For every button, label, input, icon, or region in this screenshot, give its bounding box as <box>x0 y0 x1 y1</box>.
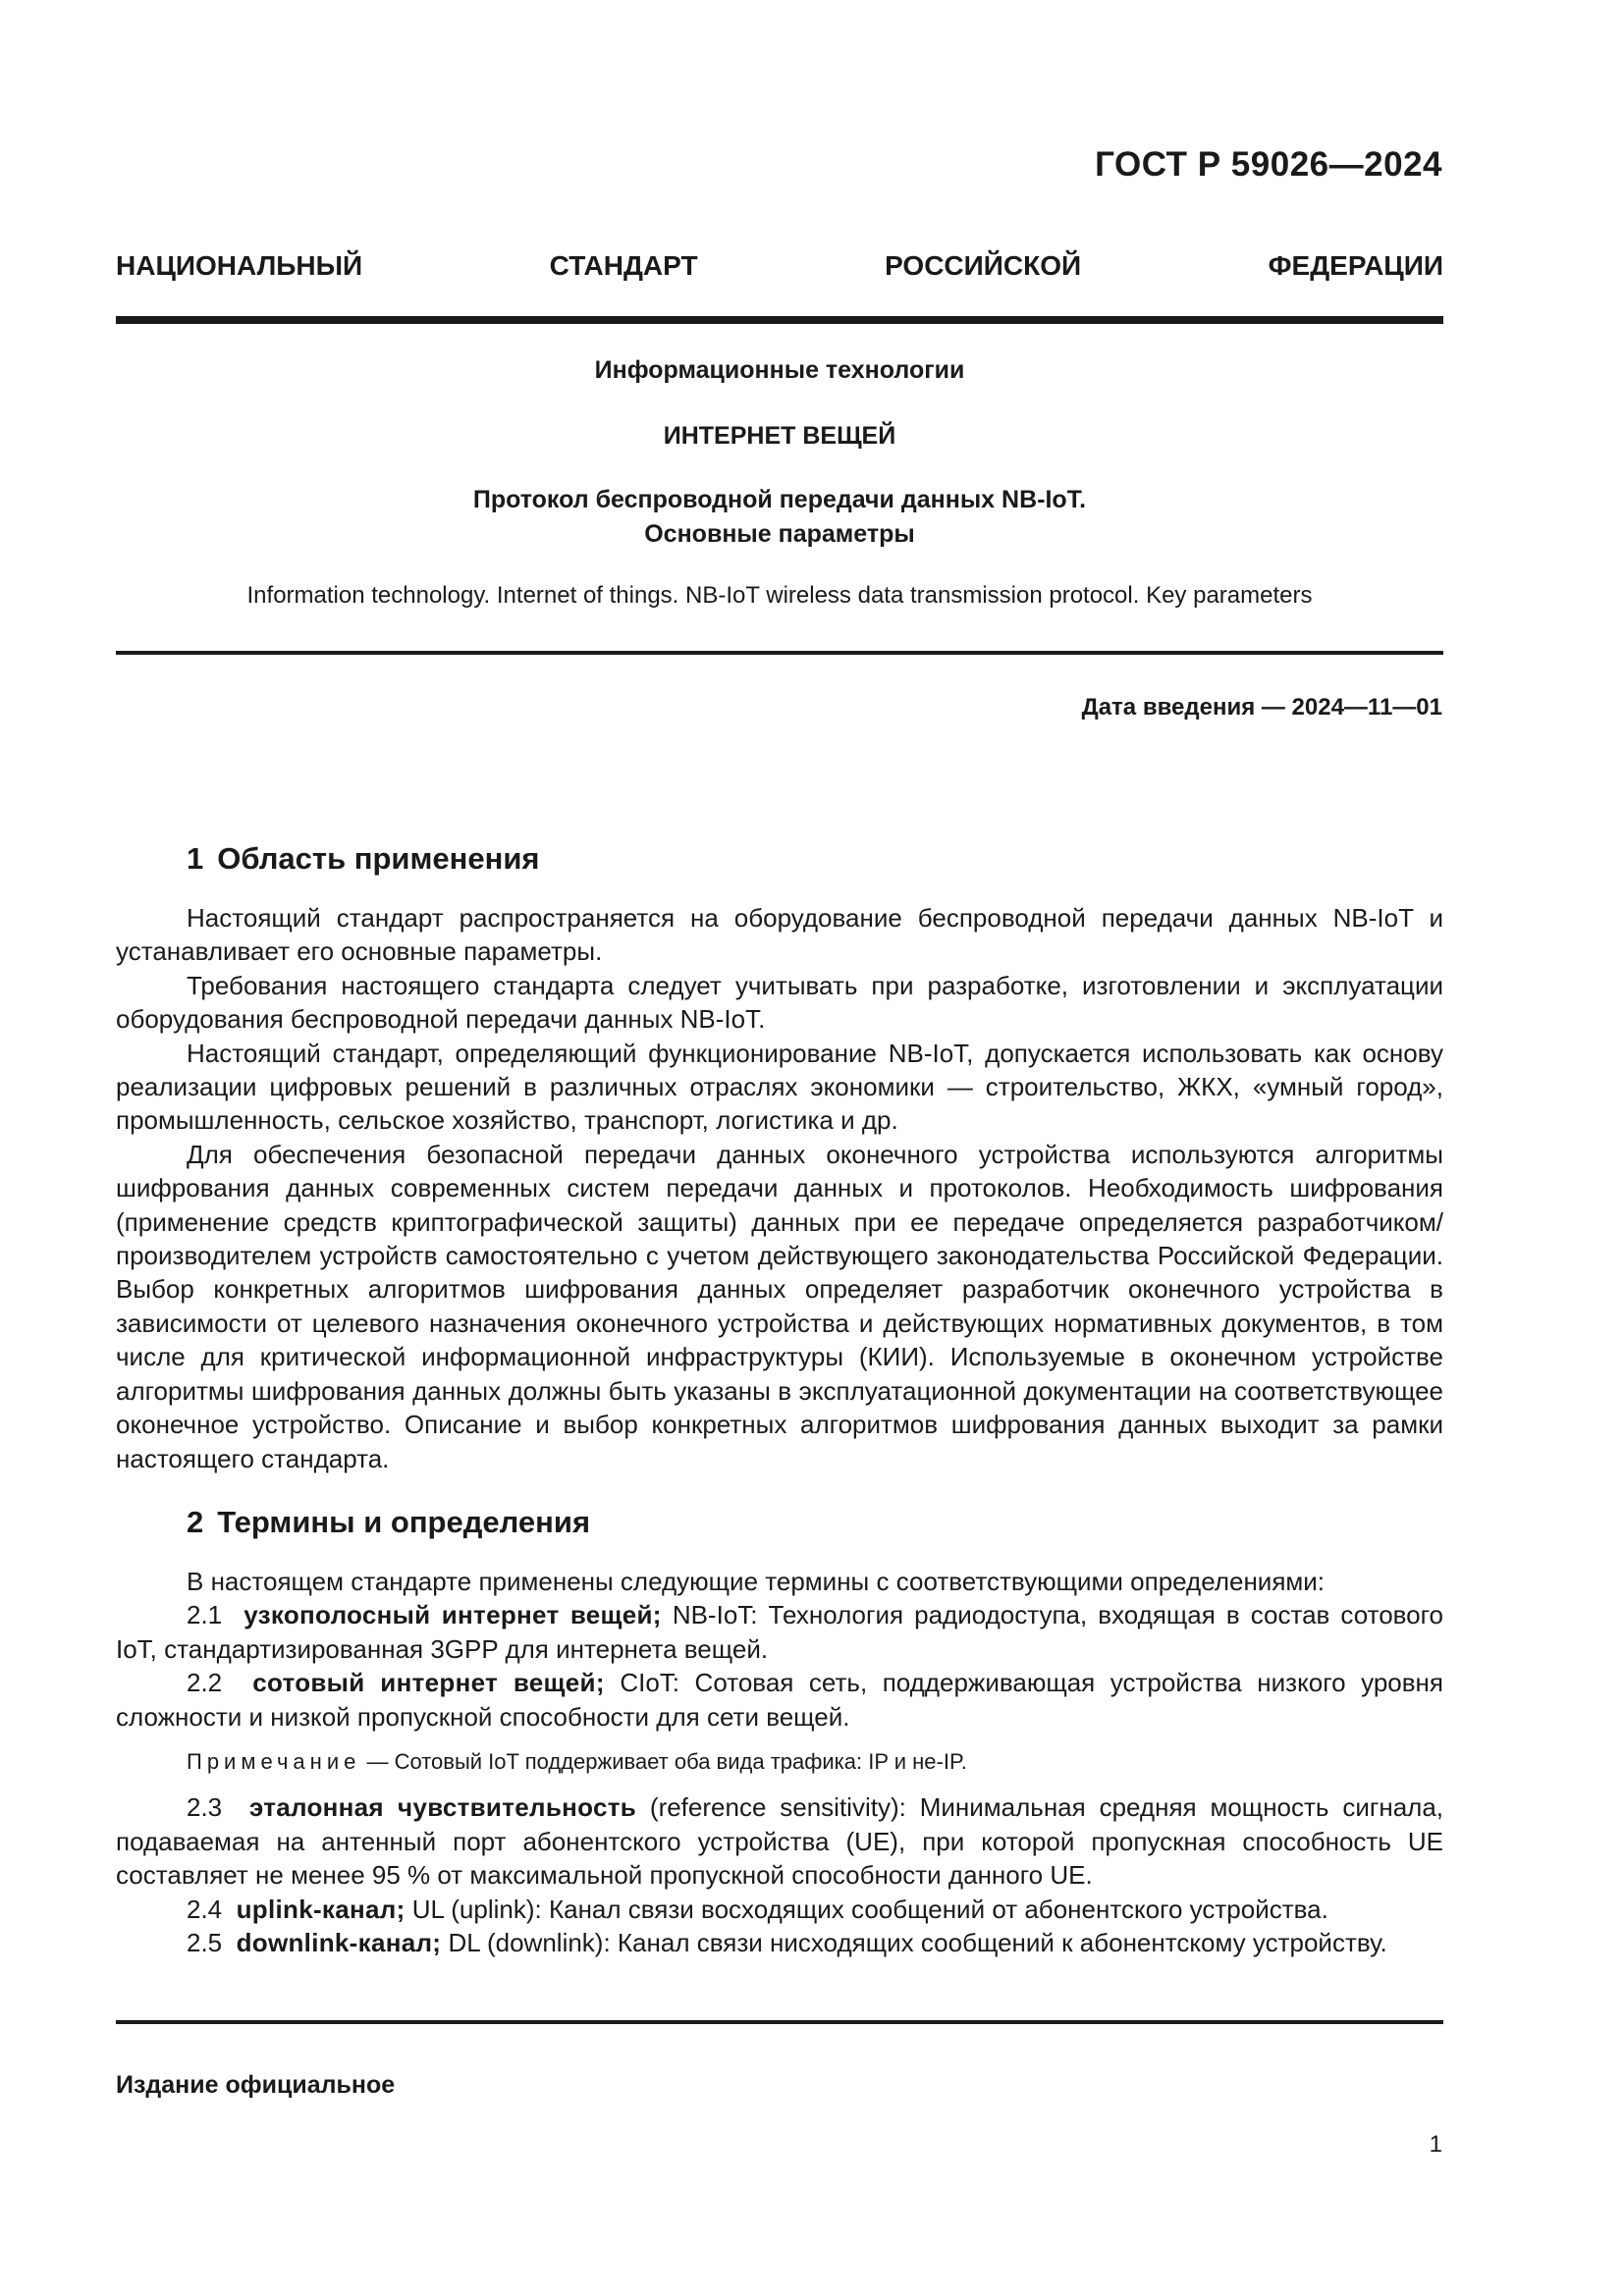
title-line-2: ИНТЕРНЕТ ВЕЩЕЙ <box>663 422 896 450</box>
paragraph: Настоящий стандарт, определяющий функционирование NB-IoT, допускается использовать как основу реализации цифровых решений в различных отраслях экономики — строительство, ЖКХ, «умный город», промышленность, сельское хозяйство, транспорт, логистика и др. <box>116 1038 1443 1136</box>
section-1-body <box>116 901 1443 1475</box>
term-entry <box>116 1790 1443 1892</box>
term-number: 2.4 <box>187 1894 223 1924</box>
term-number: 2.2 <box>187 1668 223 1698</box>
term-definition: UL (uplink): Канал связи восходящих сообщений от абонентского устройства. <box>411 1894 1328 1924</box>
term-name: uplink-канал; <box>236 1894 406 1924</box>
title-english: Information technology. Internet of things. NB-IoT wireless data transmission protocol. Key parameters <box>246 582 1313 609</box>
note <box>116 1745 1443 1779</box>
term-name: эталонная чувствительность <box>248 1792 637 1823</box>
term-definition: CIoT: Сотовая сеть, поддерживающая устройства низкого уровня сложности и низкой пропускной способности для сети вещей. <box>116 1668 1443 1732</box>
title-line-4: Основные параметры <box>644 520 915 548</box>
top-rule <box>116 316 1443 324</box>
title-line-3: Протокол беспроводной передачи данных NB-IoT. <box>472 486 1087 513</box>
section-number: 2 <box>187 1505 204 1539</box>
note-label: Примечание <box>187 1749 361 1775</box>
paragraph: Требования настоящего стандарта следует учитывать при разработке, изготовлении и эксплуатации оборудования беспроводной передачи данных NB-IoT. <box>116 970 1443 1035</box>
note-text: — Сотовый IoT поддерживает оба вида трафика: IP и не-IP. <box>366 1749 967 1775</box>
term-entry <box>116 1598 1443 1666</box>
term-definition: NB-IoT: Технология радиодоступа, входящая в состав сотового IoT, стандартизированная 3GPP для интернета вещей. <box>116 1600 1444 1664</box>
term-number: 2.1 <box>187 1600 223 1630</box>
section-number: 1 <box>187 841 204 876</box>
term-definition: (reference sensitivity): Минимальная средняя мощность сигнала, подаваемая на антенный порт абонентского устройства (UE), при которой пропускная способность UE составляет не менее 95 % от максимальной пропускной способности данного UE. <box>116 1792 1444 1891</box>
term-name: узкополосный интернет вещей; <box>244 1600 662 1630</box>
term-number: 2.3 <box>187 1792 223 1823</box>
term-definition: DL (downlink): Канал связи нисходящих сообщений к абонентскому устройству. <box>448 1928 1387 1958</box>
paragraph: Для обеспечения безопасной передачи данных оконечного устройства используются алгоритмы шифрования данных современных систем передачи данных и протоколов. Необходимость шифрования (применение средств криптографической защиты) данных при ее передаче определяется разработчиком/производителем устройств самостоятельно с учетом действующего законодательства Российской Федерации. Выбор конкретных алгоритмов шифрования данных определяет разработчик оконечного устройства в зависимости от целевого назначения оконечного устройства и действующих нормативных документов, в том числе для критической информационной инфраструктуры (КИИ). Используемые в оконечном устройстве алгоритмы шифрования данных должны быть указаны в эксплуатационной документации на соответствующее оконечное устройство. Описание и выбор конкретных алгоритмов шифрования данных выходит за рамки настоящего стандарта. <box>116 1139 1443 1473</box>
paragraph: Настоящий стандарт распространяется на оборудование беспроводной передачи данных NB-IoT и устанавливает его основные параметры. <box>116 903 1443 967</box>
gost-code: ГОСТ Р 59026—2024 <box>1095 145 1442 184</box>
section-2-heading <box>187 1505 590 1540</box>
edition-label: Издание официальное <box>116 2071 396 2099</box>
section-1-heading <box>187 841 540 877</box>
paragraph: В настоящем стандарте применены следующие термины с соответствующими определениями: <box>187 1567 1326 1596</box>
section-2-body <box>116 1565 1443 1959</box>
national-standard-banner: НАЦИОНАЛЬНЫЙ СТАНДАРТ РОССИЙСКОЙ ФЕДЕРАЦИИ <box>116 250 1443 281</box>
term-entry <box>116 1666 1443 1734</box>
section-title: Термины и определения <box>217 1505 591 1539</box>
term-entry <box>116 1893 1443 1926</box>
title-rule <box>116 651 1443 655</box>
term-name: downlink-канал; <box>236 1928 442 1958</box>
title-line-1: Информационные технологии <box>594 356 965 384</box>
term-number: 2.5 <box>187 1928 223 1958</box>
section-title: Область применения <box>217 841 540 876</box>
introduction-date: Дата введения — 2024—11—01 <box>1081 694 1442 721</box>
footer-rule <box>116 2020 1443 2024</box>
term-entry <box>116 1926 1443 1959</box>
term-name: сотовый интернет вещей; <box>252 1668 605 1698</box>
page-number: 1 <box>1429 2131 1442 2158</box>
